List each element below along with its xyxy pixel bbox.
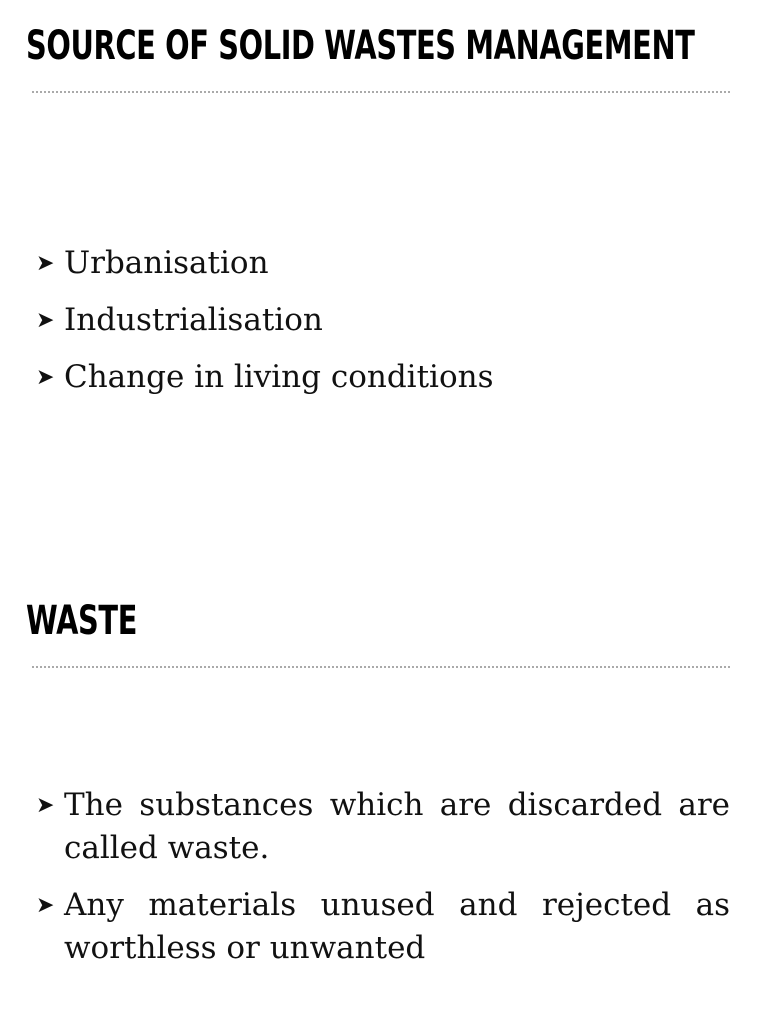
title-divider	[32, 91, 730, 93]
slide-title: SOURCE OF SOLID WASTES MANAGEMENT	[26, 23, 695, 69]
slide-2	[0, 512, 768, 1024]
bullet-item	[36, 240, 730, 287]
bullet-item	[36, 297, 730, 344]
arrow-bullet-icon: ➤	[36, 893, 55, 918]
title-divider	[32, 666, 730, 668]
bullet-item	[36, 354, 730, 401]
bullet-list	[36, 240, 730, 411]
arrow-bullet-icon: ➤	[36, 365, 55, 390]
bullet-text: Industrialisation	[64, 302, 323, 338]
bullet-text: The substances which are discarded are called waste.	[64, 787, 730, 866]
bullet-text: Urbanisation	[64, 245, 269, 281]
arrow-bullet-icon: ➤	[36, 793, 55, 818]
arrow-bullet-icon: ➤	[36, 251, 55, 276]
slide-title: WASTE	[26, 598, 138, 644]
bullet-text: Any materials unused and rejected as worthless or unwanted	[64, 887, 730, 966]
bullet-item	[36, 884, 730, 970]
bullet-text: Change in living conditions	[64, 359, 494, 395]
arrow-bullet-icon: ➤	[36, 308, 55, 333]
bullet-list	[36, 784, 730, 984]
bullet-item	[36, 784, 730, 870]
